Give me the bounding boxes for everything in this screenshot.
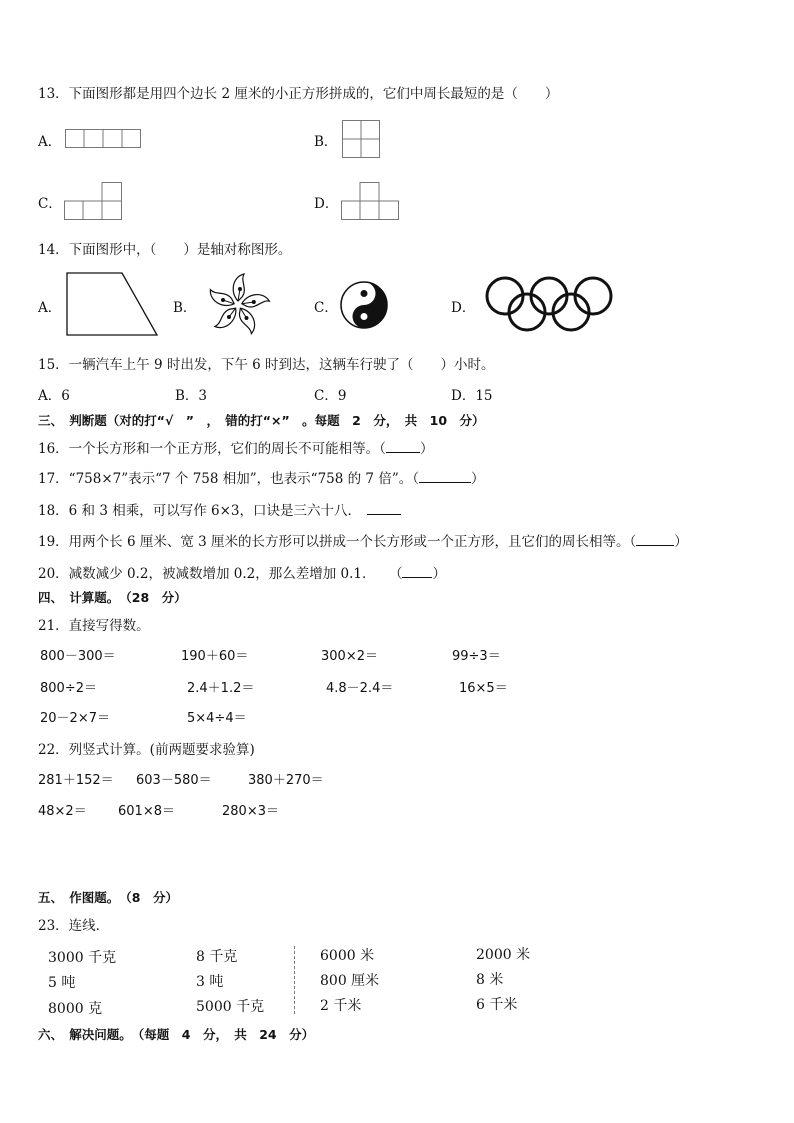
q14-figure-d-olympic-rings: [485, 274, 615, 334]
matching-divider: [294, 946, 295, 1014]
q13-stem: 13．下面图形都是用四个边长 2 厘米的小正方形拼成的，它们中周长最短的是（ ）: [38, 86, 559, 102]
q14-figure-b-bauhinia-flower: [204, 272, 272, 338]
q14-figure-c-yin-yang: [339, 280, 389, 330]
vertical-calc-item: 280×3＝: [222, 804, 279, 819]
q14-figure-a-trapezoid: [66, 272, 158, 336]
q14-stem: 14．下面图形中，（ ）是轴对称图形。: [38, 242, 292, 258]
match-item: 8 千克: [196, 949, 238, 965]
q13-figure-b-two-by-two-square: [342, 120, 380, 158]
calc-item: 5×4÷4＝: [187, 711, 247, 726]
q14-option-b-label: B．: [173, 300, 197, 316]
q13-figure-a-four-squares-row: [65, 129, 141, 148]
match-item: 2000 米: [476, 947, 531, 963]
calc-item: 2.4＋1.2＝: [187, 681, 255, 696]
section3-title: 三、 判断题（对的打“√ ” ， 错的打“×” 。每题 2 分， 共 10 分）: [38, 413, 485, 428]
section5-title: 五、 作图题。 （8 分）: [38, 890, 178, 905]
calc-item: 800－300＝: [40, 649, 116, 664]
vertical-calc-item: 281＋152＝: [38, 773, 114, 788]
q13-option-c-label: C．: [38, 196, 62, 212]
q22-stem: 22．列竖式计算。(前两题要求验算): [38, 742, 255, 758]
q13-option-d-label: D．: [314, 196, 339, 212]
calc-item: 190＋60＝: [181, 649, 249, 664]
calc-item: 4.8－2.4＝: [326, 681, 394, 696]
q21-stem: 21．直接写得数。: [38, 618, 150, 634]
calc-item: 99÷3＝: [452, 649, 501, 664]
match-item: 5000 千克: [196, 999, 265, 1015]
q13-option-a-label: A．: [38, 134, 62, 150]
q15-option-c: C．9: [314, 388, 347, 404]
q20: 20．减数减少 0.2，被减数增加 0.2，那么差增加 0.1． （ ）: [38, 566, 446, 582]
q19: 19．用两个长 6 厘米、宽 3 厘米的长方形可以拼成一个长方形或一个正方形，且它们的周长相等。（ ）: [38, 534, 688, 550]
q14-option-a-label: A．: [38, 300, 62, 316]
calc-item: 16×5＝: [459, 681, 508, 696]
section6-title: 六、 解决问题。 （每题 4 分， 共 24 分）: [38, 1027, 315, 1042]
match-item: 8000 克: [48, 1001, 103, 1017]
q16: 16．一个长方形和一个正方形，它们的周长不可能相等。（ ）: [38, 441, 434, 457]
match-item: 6 千米: [476, 997, 518, 1013]
match-item: 2 千米: [320, 998, 362, 1014]
match-item: 3000 千克: [48, 950, 117, 966]
match-item: 5 吨: [48, 975, 76, 991]
q18: 18．6 和 3 相乘，可以写作 6×3，口诀是三六十八．: [38, 499, 401, 519]
calc-item: 800÷2＝: [40, 681, 97, 696]
q13-option-b-label: B．: [314, 134, 338, 150]
q15-option-a: A．6: [38, 388, 70, 404]
vertical-calc-item: 601×8＝: [118, 804, 175, 819]
q17: 17．“758×7”表示“7 个 758 相加”，也表示“758 的 7 倍”。（ ）: [38, 471, 485, 487]
vertical-calc-item: 48×2＝: [38, 804, 87, 819]
q13-figure-d-t-shape: [341, 182, 399, 220]
q15-stem: 15．一辆汽车上午 9 时出发，下午 6 时到达，这辆车行驶了（ ）小时。: [38, 357, 495, 373]
q15-option-b: B．3: [175, 388, 208, 404]
match-item: 6000 米: [320, 948, 375, 964]
q15-option-d: D．15: [451, 388, 493, 404]
match-item: 8 米: [476, 972, 504, 988]
q23-stem: 23．连线．: [38, 918, 110, 934]
match-item: 3 吨: [196, 974, 224, 990]
match-item: 800 厘米: [320, 973, 380, 989]
vertical-calc-item: 603－580＝: [136, 773, 212, 788]
q14-option-d-label: D．: [451, 300, 476, 316]
q13-figure-c-l-shape: [64, 182, 122, 220]
section4-title: 四、 计算题。 （28 分）: [38, 590, 187, 605]
vertical-calc-item: 380＋270＝: [248, 773, 324, 788]
calc-item: 300×2＝: [321, 649, 378, 664]
calc-item: 20－2×7＝: [40, 711, 110, 726]
q14-option-c-label: C．: [314, 300, 338, 316]
